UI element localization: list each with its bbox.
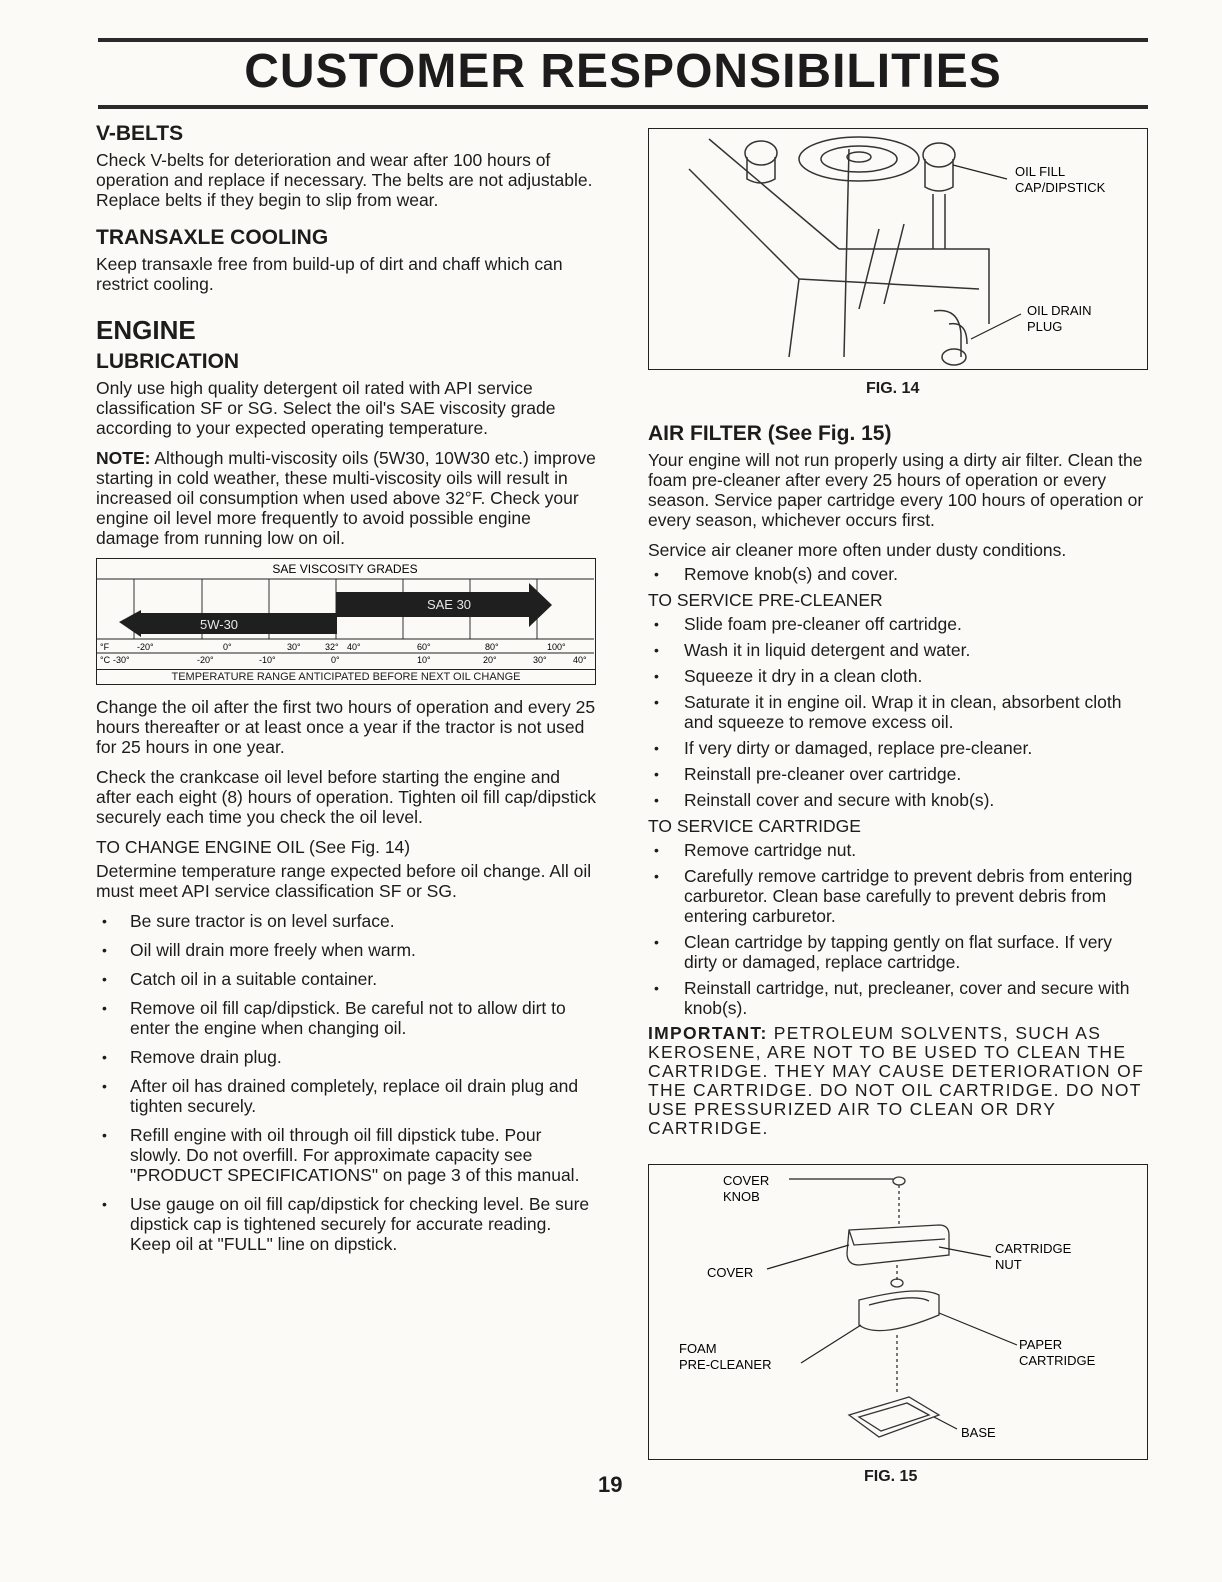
list-item: • Clean cartridge by tapping gently on flat surface. If very dirty or damaged, replace cartridge. xyxy=(648,932,1148,972)
list-item: • Slide foam pre-cleaner off cartridge. xyxy=(648,614,1148,634)
oil-change-steps xyxy=(96,911,596,1254)
c-tick: 20° xyxy=(483,655,497,665)
air-filter-heading: AIR FILTER (See Fig. 15) xyxy=(648,422,892,445)
foam-label-2: PRE-CLEANER xyxy=(679,1357,772,1372)
list-item: • Reinstall cartridge, nut, precleaner, cover and secure with knob(s). xyxy=(648,978,1148,1018)
cover-label: COVER xyxy=(707,1265,754,1280)
paper-cartridge-label: PAPER xyxy=(1019,1337,1063,1352)
transaxle-heading: TRANSAXLE COOLING xyxy=(96,226,329,249)
c-tick: -10° xyxy=(259,655,276,665)
list-item: • Squeeze it dry in a clean cloth. xyxy=(648,666,1148,686)
c-tick: 40° xyxy=(573,655,587,665)
f-tick: 100° xyxy=(547,642,566,652)
list-item: • Remove oil fill cap/dipstick. Be careful not to allow dirt to enter the engine when changing oil. xyxy=(96,998,596,1038)
note-text: Although multi-viscosity oils (5W30, 10W30 etc.) improve starting in cold weather, these multi-viscosity oils will result in increased oil consumption when used above 32°F. Check your engine oil level more frequently to avoid possible engine damage from running low on oil. xyxy=(96,448,596,548)
f-tick: 40° xyxy=(347,642,361,652)
pre-cleaner-steps xyxy=(648,614,1148,810)
list-item: • Remove drain plug. xyxy=(96,1047,596,1067)
c-tick: -20° xyxy=(197,655,214,665)
oil-drain-label-2: PLUG xyxy=(1027,319,1063,334)
transaxle-text: Keep transaxle free from build-up of dirt and chaff which can restrict cooling. xyxy=(96,254,563,294)
note-paragraph xyxy=(96,448,596,548)
fig15-box xyxy=(648,1164,1148,1460)
c-tick: 0° xyxy=(331,655,340,665)
title-rule xyxy=(98,105,1148,109)
pre-cleaner-heading: TO SERVICE PRE-CLEANER xyxy=(648,590,883,610)
sae30-label: SAE 30 xyxy=(426,597,472,612)
viscosity-footer: TEMPERATURE RANGE ANTICIPATED BEFORE NEXT OIL CHANGE xyxy=(97,669,595,684)
oil-fill-label-2: CAP/DIPSTICK xyxy=(1015,180,1106,195)
list-item: • Be sure tractor is on level surface. xyxy=(96,911,596,931)
viscosity-chart xyxy=(96,558,596,685)
vbelts-heading: V-BELTS xyxy=(96,122,184,145)
page-title: CUSTOMER RESPONSIBILITIES xyxy=(244,45,1002,98)
air-filter-exploded-view xyxy=(649,1165,1147,1459)
lubrication-text: Only use high quality detergent oil rated with API service classification SF or SG. Select the oil's SAE viscosity grade according to your expected operating temperature. xyxy=(96,378,556,438)
top-rule xyxy=(98,38,1148,42)
list-item: • Wash it in liquid detergent and water. xyxy=(648,640,1148,660)
cartridge-steps xyxy=(648,840,1148,1018)
f-tick: 32° xyxy=(325,642,339,652)
note-label: NOTE: xyxy=(96,448,151,468)
vbelts-text: Check V-belts for deterioration and wear after 100 hours of operation and replace if necessary. The belts are not adjustable. Replace belts if they begin to slip from wear. xyxy=(96,150,593,210)
c-tick: -30° xyxy=(113,655,130,665)
c-unit: °C xyxy=(100,655,111,665)
f-tick: 30° xyxy=(287,642,301,652)
oil-change-interval-text: Change the oil after the first two hours of operation and every 25 hours thereafter or at least once a year if the tractor is not used for 25 hours in one year. xyxy=(96,697,596,757)
list-item: • Oil will drain more freely when warm. xyxy=(96,940,596,960)
engine-heading: ENGINE xyxy=(96,315,196,345)
list-item: • Carefully remove cartridge to prevent debris from entering carburetor. Clean base carefully to prevent debris from entering carburetor. xyxy=(648,866,1148,926)
list-item: • Reinstall cover and secure with knob(s). xyxy=(648,790,1148,810)
base-label: BASE xyxy=(961,1425,996,1440)
5w30-label: 5W-30 xyxy=(199,617,239,632)
cartridge-heading: TO SERVICE CARTRIDGE xyxy=(648,816,861,836)
oil-drain-label: OIL DRAIN xyxy=(1027,303,1092,318)
important-notice xyxy=(648,1024,1148,1138)
f-tick: 0° xyxy=(223,642,232,652)
dusty-conditions-text: Service air cleaner more often under dusty conditions. xyxy=(648,540,1067,560)
oil-fill-label: OIL FILL xyxy=(1015,164,1066,179)
change-oil-heading: TO CHANGE ENGINE OIL (See Fig. 14) xyxy=(96,837,411,857)
fig15-caption: FIG. 15 xyxy=(864,1468,918,1485)
oil-check-text: Check the crankcase oil level before starting the engine and after each eight (8) hours of operation. Tighten oil fill cap/dipstick securely each time you check the oil level. xyxy=(96,767,596,827)
cover-knob-label: COVER xyxy=(723,1173,770,1188)
list-item: • Catch oil in a suitable container. xyxy=(96,969,596,989)
list-item: • Refill engine with oil through oil fill dipstick tube. Pour slowly. Do not overfill. For approximate capacity see "PRODUCT SPECIFICATIONS" on page 3 of this manual. xyxy=(96,1125,596,1185)
important-text: PETROLEUM SOLVENTS, SUCH AS KEROSENE, ARE NOT TO BE USED TO CLEAN THE CARTRIDGE. THEY MAY CAUSE DETERIORATION OF THE CARTRIDGE. DO NOT OIL CARTRIDGE. DO NOT USE PRESSURIZED AIR TO CLEAN OR DRY CARTRIDGE. xyxy=(648,1023,1145,1138)
engine-oil-illustration xyxy=(649,129,1147,369)
fig14-caption: FIG. 14 xyxy=(866,380,920,397)
f-tick: 60° xyxy=(417,642,431,652)
cartridge-nut-label: CARTRIDGE xyxy=(995,1241,1072,1256)
viscosity-title: SAE VISCOSITY GRADES xyxy=(272,562,418,576)
paper-cartridge-label-2: CARTRIDGE xyxy=(1019,1353,1096,1368)
fig14-box xyxy=(648,128,1148,370)
list-item: • If very dirty or damaged, replace pre-cleaner. xyxy=(648,738,1148,758)
right-column xyxy=(648,424,1148,1148)
cover-knob-label-2: KNOB xyxy=(723,1189,760,1204)
left-column xyxy=(96,124,596,1263)
list-item: • Use gauge on oil fill cap/dipstick for checking level. Be sure dipstick cap is tightened securely for accurate reading. Keep oil at "FULL" line on dipstick. xyxy=(96,1194,596,1254)
list-item: • Remove knob(s) and cover. xyxy=(648,564,1148,584)
list-item: • Saturate it in engine oil. Wrap it in clean, absorbent cloth and squeeze to remove excess oil. xyxy=(648,692,1148,732)
f-tick: 80° xyxy=(485,642,499,652)
c-tick: 30° xyxy=(533,655,547,665)
f-unit: °F xyxy=(100,642,110,652)
air-filter-first-step xyxy=(648,564,1148,584)
lubrication-heading: LUBRICATION xyxy=(96,350,240,373)
list-item: • Remove cartridge nut. xyxy=(648,840,1148,860)
page-number: 19 xyxy=(598,1472,623,1497)
list-item: • After oil has drained completely, replace oil drain plug and tighten securely. xyxy=(96,1076,596,1116)
list-item: • Reinstall pre-cleaner over cartridge. xyxy=(648,764,1148,784)
f-tick: -20° xyxy=(137,642,154,652)
c-tick: 10° xyxy=(417,655,431,665)
air-filter-text: Your engine will not run properly using a dirty air filter. Clean the foam pre-cleaner after every 25 hours of operation or every season. Service paper cartridge every 100 hours of operation or every season, whichever occurs first. xyxy=(648,450,1144,530)
important-label: IMPORTANT: xyxy=(648,1023,768,1043)
foam-label: FOAM xyxy=(679,1341,717,1356)
cartridge-nut-label-2: NUT xyxy=(995,1257,1022,1272)
determine-temp-text: Determine temperature range expected before oil change. All oil must meet API service classification SF or SG. xyxy=(96,861,592,901)
viscosity-chart-svg xyxy=(97,559,594,665)
